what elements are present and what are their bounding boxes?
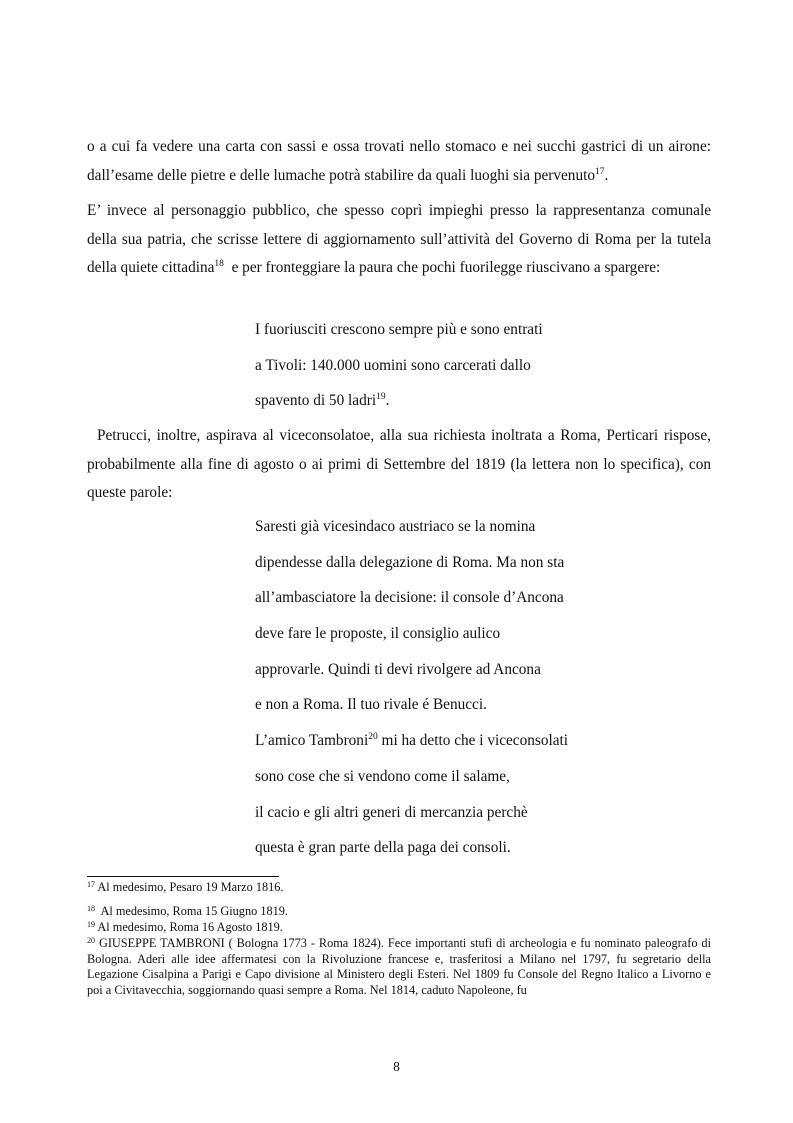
quote-line: approvarle. Quindi ti devi rivolgere ad Ancona xyxy=(255,660,541,678)
page-number: 8 xyxy=(393,1059,400,1074)
quote-line: spavento di 50 ladri$^{19}$. xyxy=(255,392,390,410)
footnote-18: $^{18}$ Al medesimo, Roma 15 Giugno 1819. xyxy=(87,904,288,918)
footnote-ref-17[interactable]: 17 xyxy=(595,166,605,177)
footnote-separator xyxy=(87,876,279,877)
quote-line: a Tivoli: 140.000 uomini sono carcerati dallo xyxy=(255,356,531,374)
quote-line: L’amico Tambroni$^{20}$ mi ha detto che i viceconsolati xyxy=(255,732,569,750)
quote-line: dipendesse dalla delegazione di Roma. Ma non sta xyxy=(255,553,565,571)
footnote-20: $^{20}$ GIUSEPPE TAMBRONI ( Bologna 1773 - Roma 1824). Fece importanti stufi di archeologia e fu nominato paleografo di Bologna. Aderì alle idee affermatesi con la Rivoluzione francese e, trasferitosi a Milano nel 1797, fu segretario della Legazione Cisalpina a Parigi e Capo divisione al Ministero degli Esteri. Nel 1809 fu Console del Regno Italico a Livorno e poi a Civitavecchia, soggiornando quasi sempre a Roma. Nel 1814, caduto Napoleone, fu xyxy=(87,936,711,997)
footnote-ref-18[interactable]: 18 xyxy=(214,259,224,269)
quote-line: I fuoriusciti crescono sempre più e sono entrati xyxy=(255,321,543,338)
quote-line: e non a Roma. Il tuo rivale é Benucci. xyxy=(255,696,487,714)
paragraph-sassi-airone: o a cui fa vedere una carta con sassi e ossa trovati nello stomaco e nei succhi gastrici di un airone: dall’esame delle pietre e delle lumache potrà stabilire da quali luoghi sia pervenuto$^{17}$. xyxy=(87,138,711,184)
footnote-17: $^{17}$ Al medesimo, Pesaro 19 Marzo 1816. xyxy=(87,880,284,894)
footnote-ref-19[interactable]: 19 xyxy=(376,392,386,403)
paragraph-petrucci: Petrucci, inoltre, aspirava al viceconsolatoe, alla sua richiesta inoltrata a Roma, Perticari rispose, probabilmente alla fine di agosto o ai primi di Settembre del 1819 (la lettera non lo specifica), con queste parole: xyxy=(87,427,711,501)
quote-perticari-letter xyxy=(255,517,695,874)
quote-fuoriusciti xyxy=(255,320,695,427)
quote-line: sono cose che si vendono come il salame, xyxy=(255,767,510,785)
quote-line: deve fare le proposte, il consiglio aulico xyxy=(255,625,501,643)
quote-line: all’ambasciatore la decisione: il console d’Ancona xyxy=(255,589,564,607)
quote-line: questa è gran parte della paga dei consoli. xyxy=(255,839,511,857)
quote-line: il cacio e gli altri generi di mercanzia perchè xyxy=(255,803,528,821)
footnote-19: $^{19}$ Al medesimo, Roma 16 Agosto 1819. xyxy=(87,920,283,934)
quote-line: Saresti già vicesindaco austriaco se la nomina xyxy=(255,518,536,535)
paragraph-personaggio-pubblico: E’ invece al personaggio pubblico, che spesso coprì impieghi presso la rappresentanza comunale della sua patria, che scrisse lettere di aggiornamento sull’attività del Governo di Roma per la tutela della quiete cittadina$^{18}$ e per fronteggiare la paura che pochi fuorilegge riuscivano a spargere: xyxy=(87,202,711,276)
footnote-ref-20[interactable]: 20 xyxy=(368,732,378,743)
